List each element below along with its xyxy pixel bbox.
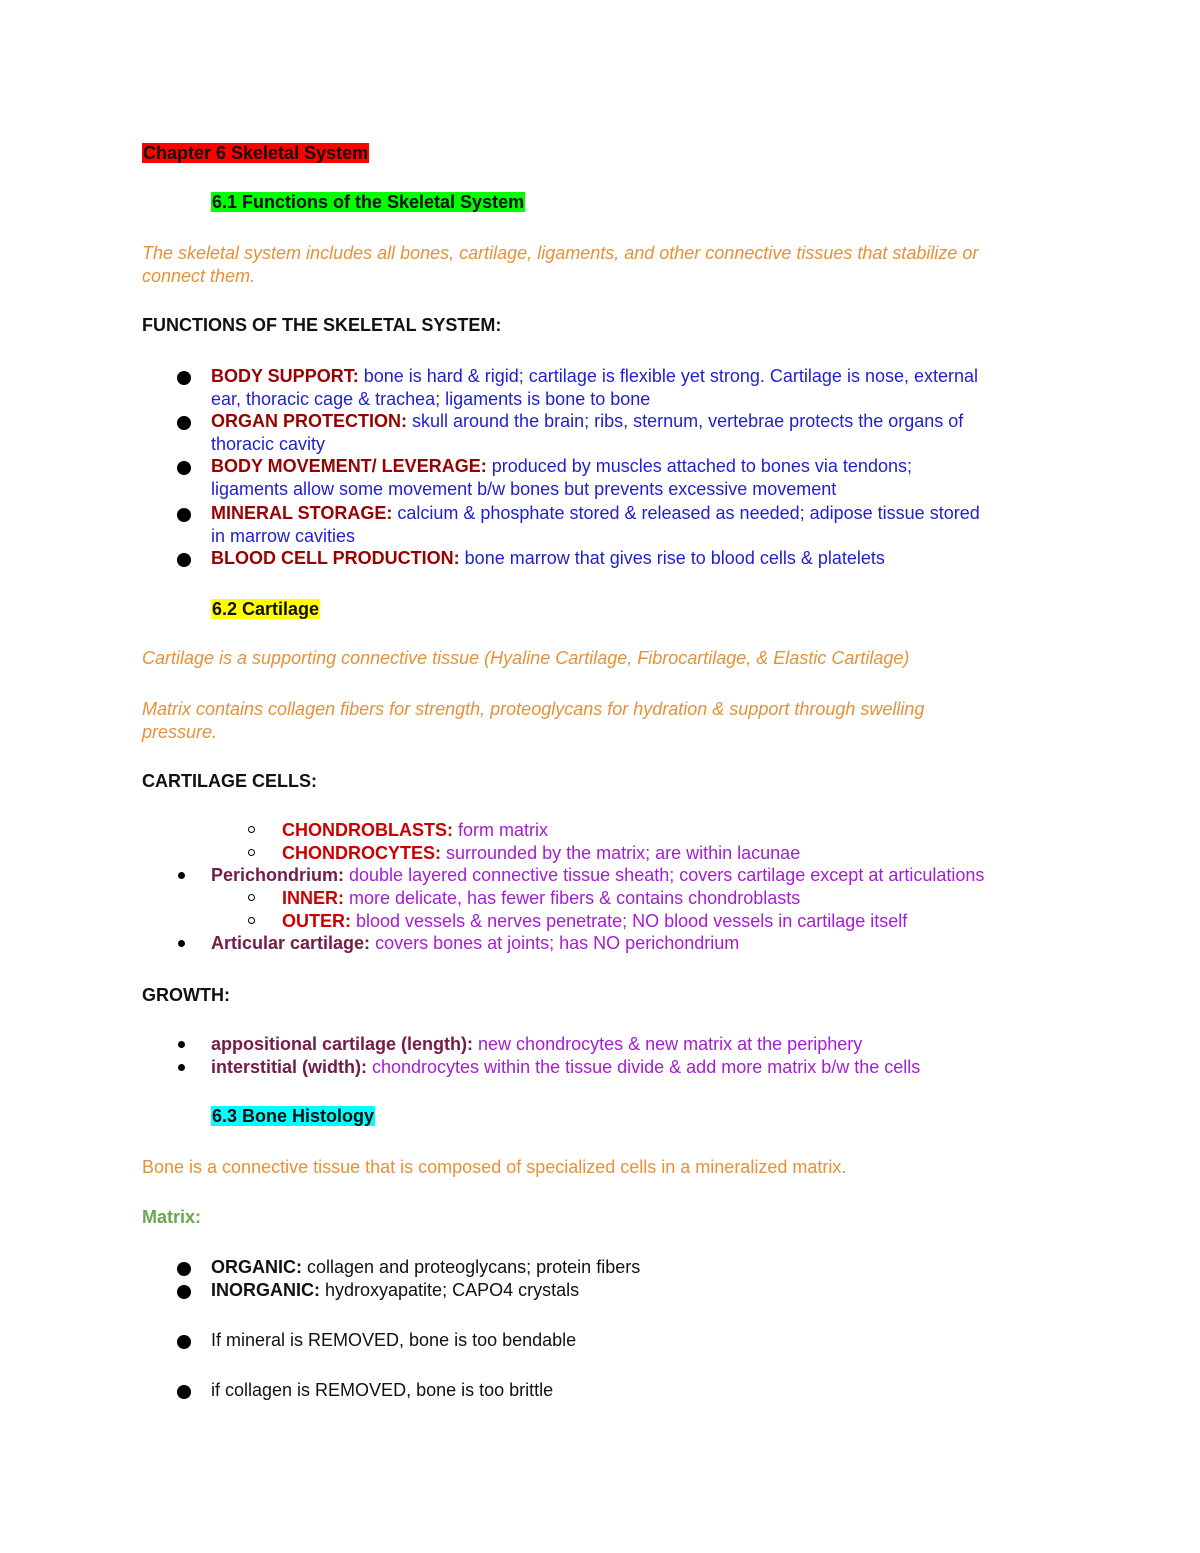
matrix-item-organic: ORGANIC: collagen and proteoglycans; protein fibers bbox=[211, 1257, 641, 1277]
function-item-mineral-storage: MINERAL STORAGE: calcium & phosphate stored & released as needed; adipose tissue stored in marrow cavities bbox=[211, 503, 980, 546]
bullet-icon bbox=[177, 1335, 191, 1349]
matrix-item-inorganic: INORGANIC: hydroxyapatite; CAPO4 crystals bbox=[211, 1280, 580, 1300]
bullet-icon bbox=[178, 872, 185, 879]
circle-bullet-icon bbox=[248, 849, 255, 856]
bullet-icon bbox=[177, 1285, 191, 1299]
growth-item-appositional: appositional cartilage (length): new chondrocytes & new matrix at the periphery bbox=[211, 1034, 863, 1054]
bullet-icon bbox=[178, 1041, 185, 1048]
cartilage-cells-heading: CARTILAGE CELLS: bbox=[142, 771, 317, 791]
section-6-1-intro-line-2: connect them. bbox=[142, 266, 256, 286]
bullet-icon bbox=[177, 461, 191, 475]
bullet-icon bbox=[177, 1262, 191, 1276]
bullet-icon bbox=[177, 508, 191, 522]
section-6-1-title: 6.1 Functions of the Skeletal System bbox=[212, 192, 525, 212]
section-6-2-title: 6.2 Cartilage bbox=[212, 599, 320, 619]
function-item-organ-protection: ORGAN PROTECTION: skull around the brain; ribs, sternum, vertebrae protects the organs of thoracic cavity bbox=[211, 411, 964, 454]
bullet-icon bbox=[177, 1385, 191, 1399]
section-6-2-matrix-line-2: pressure. bbox=[142, 722, 218, 742]
bullet-icon bbox=[178, 940, 185, 947]
item-outer-layer: OUTER: blood vessels & nerves penetrate; NO blood vessels in cartilage itself bbox=[282, 911, 908, 931]
section-6-3-intro: Bone is a connective tissue that is composed of specialized cells in a mineralized matrix. bbox=[142, 1157, 847, 1177]
function-item-blood-cell-production: BLOOD CELL PRODUCTION: bone marrow that gives rise to blood cells & platelets bbox=[211, 548, 885, 568]
section-6-1-intro-line-1: The skeletal system includes all bones, cartilage, ligaments, and other connective tissues that stabilize or bbox=[142, 243, 979, 263]
bullet-icon bbox=[177, 553, 191, 567]
bullet-icon bbox=[177, 416, 191, 430]
circle-bullet-icon bbox=[248, 826, 255, 833]
item-perichondrium: Perichondrium: double layered connective tissue sheath; covers cartilage except at articulations bbox=[211, 865, 985, 885]
functions-heading: FUNCTIONS OF THE SKELETAL SYSTEM: bbox=[142, 315, 502, 335]
chapter-title-text: Chapter 6 Skeletal System bbox=[143, 143, 369, 163]
cell-item-chondrocytes: CHONDROCYTES: surrounded by the matrix; are within lacunae bbox=[282, 843, 801, 863]
item-articular-cartilage: Articular cartilage: covers bones at joints; has NO perichondrium bbox=[211, 933, 740, 953]
bullet-icon bbox=[178, 1064, 185, 1071]
section-6-2-intro: Cartilage is a supporting connective tissue (Hyaline Cartilage, Fibrocartilage, & Elastic Cartilage) bbox=[142, 648, 910, 668]
cell-item-chondroblasts: CHONDROBLASTS: form matrix bbox=[282, 820, 549, 840]
collagen-removed-item: if collagen is REMOVED, bone is too brittle bbox=[211, 1380, 554, 1400]
section-6-3-title: 6.3 Bone Histology bbox=[212, 1106, 375, 1126]
function-item-body-support: BODY SUPPORT: bone is hard & rigid; cartilage is flexible yet strong. Cartilage is nose, external ear, thoracic cage & trachea; ligaments is bone to bone bbox=[211, 366, 979, 409]
section-6-2-matrix-line-1: Matrix contains collagen fibers for strength, proteoglycans for hydration & support through swelling bbox=[142, 699, 925, 719]
chapter-title bbox=[142, 142, 369, 165]
matrix-heading: Matrix: bbox=[142, 1207, 202, 1227]
growth-item-interstitial: interstitial (width): chondrocytes within the tissue divide & add more matrix b/w the cells bbox=[211, 1057, 921, 1077]
item-inner-layer: INNER: more delicate, has fewer fibers & contains chondroblasts bbox=[282, 888, 801, 908]
mineral-removed-item: If mineral is REMOVED, bone is too bendable bbox=[211, 1330, 577, 1350]
circle-bullet-icon bbox=[248, 917, 255, 924]
bullet-icon bbox=[177, 371, 191, 385]
circle-bullet-icon bbox=[248, 894, 255, 901]
growth-heading: GROWTH: bbox=[142, 985, 230, 1005]
function-item-body-movement: BODY MOVEMENT/ LEVERAGE: produced by muscles attached to bones via tendons; ligaments allow some movement b/w bones but prevents excessive movement bbox=[211, 456, 912, 499]
